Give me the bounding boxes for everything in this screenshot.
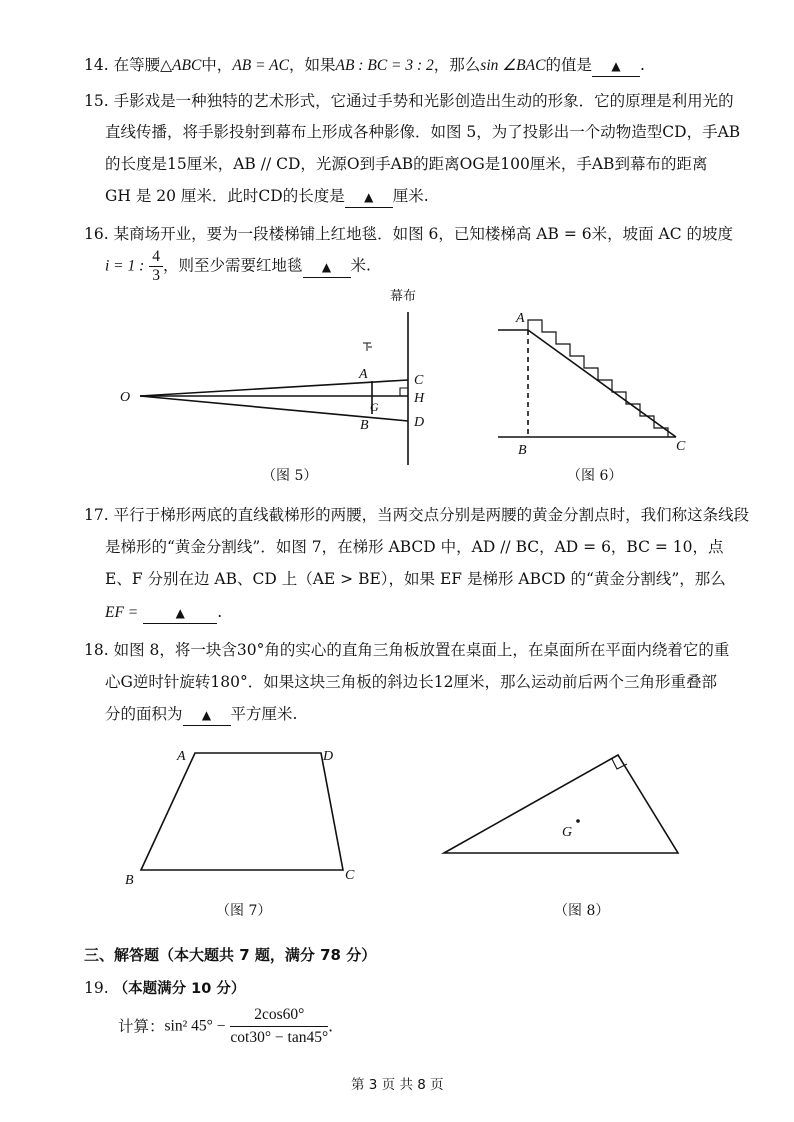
q18-line3: 分的面积为 ▲ 平方厘米. (105, 704, 297, 726)
figure-6 (488, 302, 698, 462)
label-c: C (345, 868, 355, 883)
answer-blank (183, 704, 231, 726)
q17-line4: EF = ▲ . (105, 602, 222, 624)
figure-5 (110, 282, 450, 482)
ray-oc (140, 380, 408, 396)
q16-line1: 16. 某商场开业，要为一段楼梯铺上红地毯．如图 6，已知楼梯高 AB = 6米，坡面 AC 的坡度 (84, 225, 734, 243)
q15-line3: 的长度是15厘米，AB // CD，光源O到手AB的距离OG是100厘米，手AB到幕布的距离 (105, 155, 708, 173)
answer-triangle-icon: ▲ (321, 259, 332, 274)
label-d: D (414, 415, 425, 430)
q17-line1: 17. 平行于梯形两底的直线截梯形的两腰，当两交点分别是两腰的黄金分割点时，我们称这条线段 (84, 506, 750, 524)
label-h: H (414, 391, 425, 406)
answer-blank (345, 186, 393, 208)
right-triangle (444, 755, 678, 853)
answer-blank (303, 256, 351, 278)
label-c: C (676, 439, 686, 454)
label-a: A (359, 367, 368, 382)
figure-8-caption: （图 8） (554, 903, 610, 919)
q19-number: 19. (84, 979, 109, 997)
q15-number: 15. (84, 92, 109, 110)
label-g: G (370, 400, 379, 414)
q15-line2: 直线传播，将手影投射到幕布上形成各种影像．如图 5，为了投影出一个动物造型CD，手AB (105, 123, 741, 141)
section-heading: 三、解答题（本大题共 7 题，满分 78 分） (84, 946, 377, 964)
screen-label: 幕布 (390, 289, 417, 304)
q19-expression: 计算：sin² 45° − $\frac{2\cos 60^\circ}{\cot 30^\circ - \tan 45^\circ}$ . (118, 1004, 333, 1049)
answer-triangle-icon: ▲ (175, 606, 185, 620)
label-b: B (518, 443, 527, 458)
answer-blank (592, 55, 640, 77)
answer-triangle-icon: ▲ (201, 708, 212, 722)
q15-line1: 15. 手影戏是一种独特的艺术形式，它通过手势和光影创造出生动的形象．它的原理是利用光的 (84, 92, 734, 110)
q18-line2: 心G逆时针旋转180°．如果这块三角板的斜边长12厘米，那么运动前后两个三角形重叠部 (105, 673, 717, 691)
stairs (528, 320, 668, 437)
label-o: O (120, 390, 131, 405)
figure-8 (440, 745, 690, 865)
q17-line2: 是梯形的“黄金分割线”．如图 7，在梯形 ABCD 中，AD // BC，AD = 6，BC = 10，点 (105, 538, 724, 556)
label-b: B (360, 418, 369, 433)
q14-number: 14. (84, 56, 109, 74)
q18-line1: 18. 如图 8，将一块含30°角的实心的直角三角板放置在桌面上，在桌面所在平面内绕着它的重 (84, 641, 730, 659)
q16-number: 16. (84, 225, 109, 243)
small-mark (363, 343, 372, 351)
q19-fraction: $\frac{2\cos 60^\circ}{\cot 30^\circ - \tan 45^\circ}$ (230, 1006, 329, 1046)
q18-number: 18. (84, 641, 109, 659)
q15-line4: GH 是 20 厘米．此时CD的长度是 ▲ 厘米. (105, 186, 429, 208)
label-a: A (177, 749, 186, 764)
label-c: C (414, 373, 424, 388)
figure-5-caption: （图 5） (262, 468, 318, 484)
figure-7 (115, 740, 375, 890)
right-angle-mark-h (400, 388, 408, 396)
q19-header: 19. （本题满分 10 分） (84, 979, 246, 997)
page-footer: 第 3 页 共 8 页 (351, 1077, 444, 1093)
answer-blank (143, 602, 217, 624)
answer-triangle-icon: ▲ (364, 190, 374, 204)
q14: 14. 在等腰△ABC中，AB = AC，如果AB : BC = 3 : 2，那么sin ∠BAC的值是 ▲ . (84, 55, 645, 77)
figure-6-caption: （图 6） (567, 468, 623, 484)
q16-line2: i = 1 : $\frac{4}{3}$ ，则至少需要红地毯 ▲ 米. (105, 248, 371, 284)
label-g: G (562, 825, 573, 840)
figure-7-caption: （图 7） (216, 903, 272, 919)
q17-number: 17. (84, 506, 109, 524)
answer-triangle-icon: ▲ (611, 59, 621, 73)
q17-line3: E、F 分别在边 AB、CD 上（AE > BE），如果 EF 是梯形 ABCD 的“黄金分割线”，那么 (105, 570, 726, 588)
label-a: A (516, 311, 525, 326)
trapezoid-abcd (141, 753, 343, 870)
label-d: D (323, 749, 334, 764)
centroid-dot (576, 819, 580, 823)
label-b: B (125, 873, 134, 888)
slope-fraction: $\frac{4}{3}$ (149, 248, 163, 285)
